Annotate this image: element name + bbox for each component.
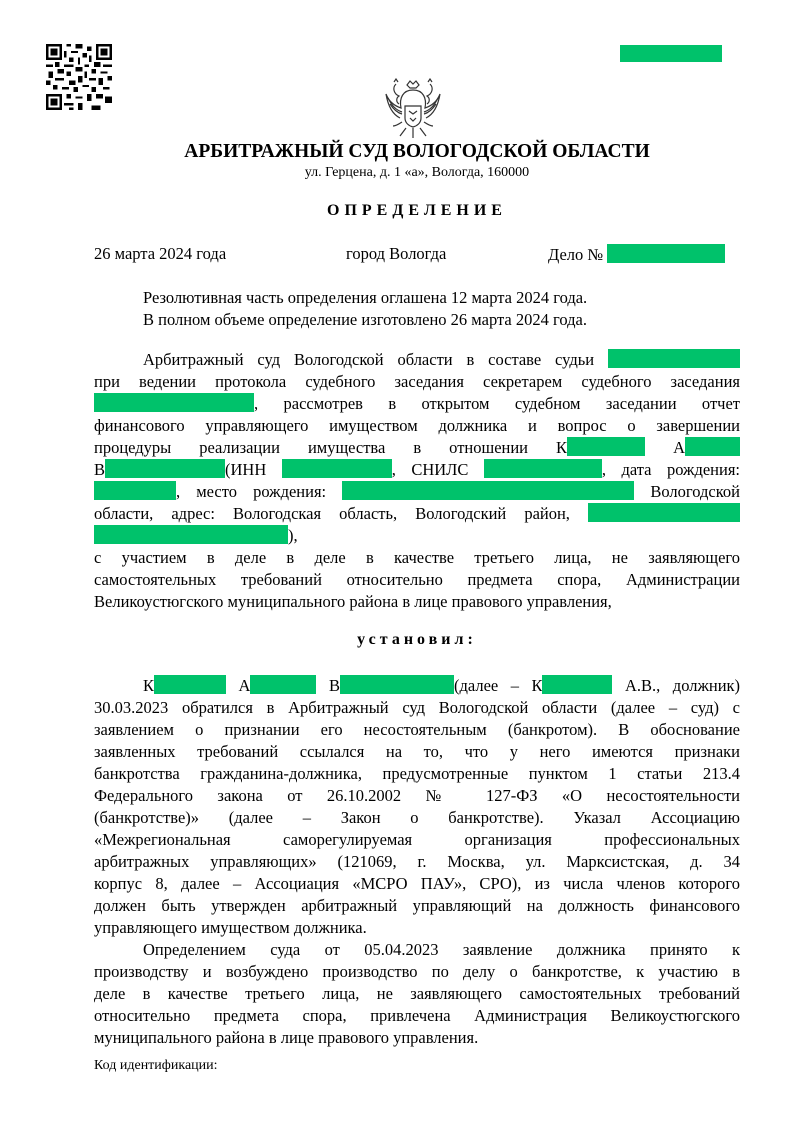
redaction-bar <box>567 437 645 456</box>
redaction-bar <box>542 675 612 694</box>
intro-line: Резолютивная часть определения оглашена 12 марта 2024 года. <box>143 288 588 307</box>
paragraph-line: заявленных требований ссылался на то, что у него имеются признаки <box>94 742 740 761</box>
redaction-bar <box>154 675 226 694</box>
document-title: ОПРЕДЕЛЕНИЕ <box>327 202 507 219</box>
redaction-bar <box>608 349 740 368</box>
court-address: ул. Герцена, д. 1 «а», Вологда, 160000 <box>304 165 530 180</box>
redaction-bar <box>484 459 602 478</box>
paragraph-line: 30.03.2023 обратился в Арбитражный суд Вологодской области (далее – суд) с <box>94 698 740 717</box>
case-number <box>548 244 725 265</box>
qr-code-icon <box>46 44 112 110</box>
redaction-bar <box>250 675 316 694</box>
document-city: город Вологда <box>346 244 447 263</box>
paragraph-line: Великоустюгского муниципального района в лице правового управления, <box>94 592 612 611</box>
paragraph-line: процедуры реализации имущества в отношении К А <box>94 437 740 458</box>
identification-code-label: Код идентификации: <box>94 1058 218 1073</box>
court-name: АРБИТРАЖНЫЙ СУД ВОЛОГОДСКОЙ ОБЛАСТИ <box>184 141 650 162</box>
case-label: Дело № <box>548 245 604 264</box>
redaction-bar <box>588 503 740 522</box>
section-heading: установил: <box>357 631 477 648</box>
paragraph-line: корпус 8, далее – Ассоциация «МСРО ПАУ», СРО), из числа членов которого <box>94 874 740 893</box>
redaction-bar <box>685 437 740 456</box>
paragraph-line: , рассмотрев в открытом судебном заседании отчет <box>94 393 740 414</box>
paragraph-line: ), <box>94 525 740 546</box>
paragraph-line: арбитражных управляющих» (121069, г. Москва, ул. Марксистская, д. 34 <box>94 852 740 871</box>
paragraph-line: К А В (далее – К А.В., должник) <box>143 676 741 695</box>
russian-coat-of-arms-icon <box>384 78 442 140</box>
paragraph-line: деле в качестве третьего лица, не заявляющего самостоятельных требований <box>94 984 740 1003</box>
redaction-bar <box>620 45 722 62</box>
paragraph-line: (банкротстве)» (далее – Закон о банкротстве). Указал Ассоциацию <box>94 808 740 827</box>
paragraph-line: финансового управляющего имуществом должника и вопрос о завершении <box>94 416 740 435</box>
paragraph-line: В (ИНН , СНИЛС , дата рождения: <box>94 460 741 479</box>
paragraph-line: банкротства гражданина-должника, предусмотренные пунктом 1 статьи 213.4 <box>94 764 740 783</box>
redaction-bar <box>94 393 254 412</box>
paragraph-line: Определением суда от 05.04.2023 заявление должника принято к <box>143 940 740 959</box>
paragraph-line: Федерального закона от 26.10.2002 № 127-ФЗ «О несостоятельности <box>94 786 740 805</box>
redaction-bar <box>94 481 176 500</box>
intro-line: В полном объеме определение изготовлено 26 марта 2024 года. <box>143 310 587 329</box>
paragraph-line: управляющего имуществом должника. <box>94 918 367 937</box>
document-date: 26 марта 2024 года <box>94 244 227 263</box>
paragraph-line: относительно предмета спора, привлечена Администрация Великоустюгского <box>94 1006 740 1025</box>
paragraph-line: с участием в деле в деле в качестве третьего лица, не заявляющего <box>94 548 740 567</box>
paragraph-line: «Межрегиональная саморегулируемая организация профессиональных <box>94 830 740 849</box>
paragraph-line: Арбитражный суд Вологодской области в составе судьи <box>94 349 740 370</box>
redaction-bar <box>342 481 634 500</box>
paragraph-line: при ведении протокола судебного заседания секретарем судебного заседания <box>94 372 740 391</box>
redaction-bar <box>105 459 225 478</box>
paragraph-line: , место рождения: Вологодской <box>94 481 740 502</box>
redaction-bar <box>94 525 288 544</box>
paragraph-line: заявлением о признании его несостоятельным (банкротом). В обоснование <box>94 720 740 739</box>
redaction-bar <box>340 675 454 694</box>
redaction-bar <box>282 459 392 478</box>
redaction-bar <box>607 244 725 263</box>
paragraph-line: области, адрес: Вологодская область, Вологодский район, <box>94 503 740 524</box>
paragraph-line: должен быть утвержден арбитражный управляющий на должность финансового <box>94 896 740 915</box>
paragraph-line: муниципального района в лице правового управления. <box>94 1028 479 1047</box>
paragraph-line: производству и возбуждено производство по делу о банкротстве, к участию в <box>94 962 740 981</box>
paragraph-line: самостоятельных требований относительно предмета спора, Администрации <box>94 570 740 589</box>
